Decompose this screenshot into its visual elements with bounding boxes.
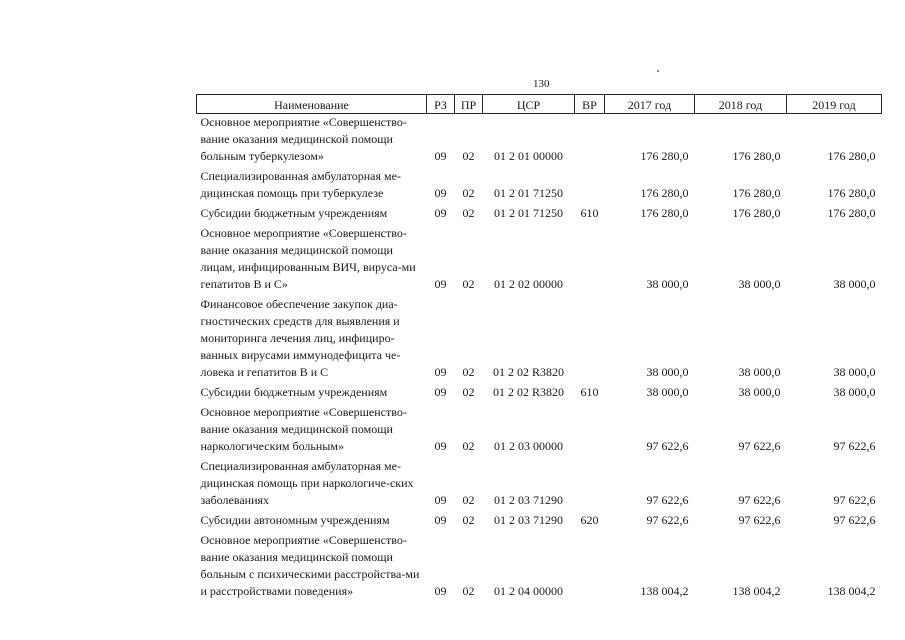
cell-rz: 09: [434, 206, 447, 220]
header-name: Наименование: [197, 95, 427, 114]
cell-2018: 38 000,0: [738, 385, 781, 399]
cell-name: Основное мероприятие «Совершенство-вание оказания медицинской помощи больным туберкулезом»: [200, 115, 407, 163]
cell-csr: 01 2 01 71250: [494, 186, 563, 200]
cell-name: Специализированная амбулаторная ме-дицинская помощь при туберкулезе: [200, 169, 401, 200]
table-row: [197, 296, 882, 384]
table-row: [197, 384, 882, 404]
table-header-row: [197, 95, 882, 114]
cell-2018: 38 000,0: [738, 365, 781, 379]
cell-vr: 610: [580, 385, 599, 399]
cell-pr: 02: [462, 365, 475, 379]
cell-2017: 97 622,6: [646, 439, 689, 453]
cell-2019: 97 622,6: [833, 439, 876, 453]
cell-rz: 09: [434, 385, 447, 399]
cell-2017: 38 000,0: [646, 385, 689, 399]
cell-2019: 176 280,0: [827, 206, 876, 220]
cell-2018: 97 622,6: [738, 493, 781, 507]
cell-vr: [575, 404, 605, 458]
page-number: 130: [533, 78, 550, 90]
cell-rz: 09: [434, 493, 447, 507]
cell-pr: 02: [462, 206, 475, 220]
cell-2017: 176 280,0: [640, 149, 689, 163]
header-csr: ЦСР: [483, 95, 575, 114]
cell-2019: 38 000,0: [833, 277, 876, 291]
cell-pr: 02: [462, 149, 475, 163]
header-2017: 2017 год: [605, 95, 695, 114]
cell-name: Специализированная амбулаторная ме-дицинская помощь при наркологиче-ских заболеваниях: [200, 459, 414, 507]
table-row: [197, 532, 882, 603]
cell-vr: 620: [580, 513, 599, 527]
cell-rz: 09: [434, 186, 447, 200]
cell-rz: 09: [434, 365, 447, 379]
cell-vr: [575, 296, 605, 384]
scan-speck: [657, 70, 659, 72]
cell-2018: 97 622,6: [738, 513, 781, 527]
table-row: [197, 205, 882, 225]
table-row: [197, 458, 882, 512]
cell-2018: 97 622,6: [738, 439, 781, 453]
cell-name: Финансовое обеспечение закупок диа-гностических средств для выявления и мониторинга лечения лиц, инфициро-ванных вирусами иммунодефицита че-ловека и гепатитов В и С: [200, 297, 401, 379]
cell-csr: 01 2 03 71290: [494, 513, 563, 527]
cell-vr: [575, 225, 605, 296]
cell-2017: 97 622,6: [646, 513, 689, 527]
table-row: [197, 512, 882, 532]
header-2018: 2018 год: [695, 95, 787, 114]
header-vr: ВР: [575, 95, 605, 114]
cell-rz: 09: [434, 439, 447, 453]
cell-vr: [575, 168, 605, 205]
cell-rz: 09: [434, 277, 447, 291]
cell-csr: 01 2 02 R3820: [492, 365, 564, 379]
header-pr: ПР: [455, 95, 483, 114]
cell-csr: 01 2 01 71250: [494, 206, 563, 220]
cell-name: Основное мероприятие «Совершенство-вание оказания медицинской помощи лицам, инфицированным ВИЧ, вируса-ми гепатитов В и С»: [200, 226, 416, 291]
cell-2019: 138 004,2: [827, 584, 876, 598]
cell-pr: 02: [462, 186, 475, 200]
cell-name: Субсидии бюджетным учреждениям: [200, 385, 388, 399]
cell-rz: 09: [434, 149, 447, 163]
cell-name: Субсидии бюджетным учреждениям: [200, 206, 388, 220]
cell-csr: 01 2 01 00000: [494, 149, 563, 163]
header-rz: РЗ: [427, 95, 455, 114]
table-row: [197, 404, 882, 458]
cell-2018: 176 280,0: [732, 206, 781, 220]
cell-name: Основное мероприятие «Совершенство-вание оказания медицинской помощи больным с психическими расстройства-ми и расстройствами поведения»: [200, 533, 420, 598]
cell-pr: 02: [462, 513, 475, 527]
cell-rz: 09: [434, 513, 447, 527]
table-row: [197, 114, 882, 169]
cell-2019: 38 000,0: [833, 365, 876, 379]
table-row: [197, 225, 882, 296]
header-2019: 2019 год: [787, 95, 882, 114]
cell-2019: 176 280,0: [827, 186, 876, 200]
cell-vr: [575, 458, 605, 512]
cell-2017: 38 000,0: [646, 277, 689, 291]
cell-rz: 09: [434, 584, 447, 598]
cell-2017: 176 280,0: [640, 186, 689, 200]
cell-csr: 01 2 02 00000: [494, 277, 563, 291]
cell-name: Субсидии автономным учреждениям: [200, 513, 390, 527]
cell-name: Основное мероприятие «Совершенство-вание оказания медицинской помощи наркологическим больным»: [200, 405, 407, 453]
cell-csr: 01 2 03 71290: [494, 493, 563, 507]
cell-2019: 176 280,0: [827, 149, 876, 163]
table-row: [197, 168, 882, 205]
cell-csr: 01 2 04 00000: [494, 584, 563, 598]
cell-pr: 02: [462, 439, 475, 453]
cell-2018: 176 280,0: [732, 186, 781, 200]
cell-2019: 97 622,6: [833, 513, 876, 527]
cell-vr: [575, 114, 605, 169]
cell-2019: 38 000,0: [833, 385, 876, 399]
cell-2018: 176 280,0: [732, 149, 781, 163]
cell-csr: 01 2 03 00000: [494, 439, 563, 453]
cell-csr: 01 2 02 R3820: [492, 385, 564, 399]
cell-pr: 02: [462, 493, 475, 507]
cell-2017: 138 004,2: [640, 584, 689, 598]
cell-2018: 138 004,2: [732, 584, 781, 598]
cell-2017: 176 280,0: [640, 206, 689, 220]
cell-pr: 02: [462, 385, 475, 399]
cell-2017: 38 000,0: [646, 365, 689, 379]
cell-2017: 97 622,6: [646, 493, 689, 507]
table-body: [197, 114, 882, 604]
cell-pr: 02: [462, 584, 475, 598]
cell-2018: 38 000,0: [738, 277, 781, 291]
cell-pr: 02: [462, 277, 475, 291]
cell-vr: 610: [580, 206, 599, 220]
budget-table: [196, 94, 882, 603]
cell-vr: [575, 532, 605, 603]
cell-2019: 97 622,6: [833, 493, 876, 507]
